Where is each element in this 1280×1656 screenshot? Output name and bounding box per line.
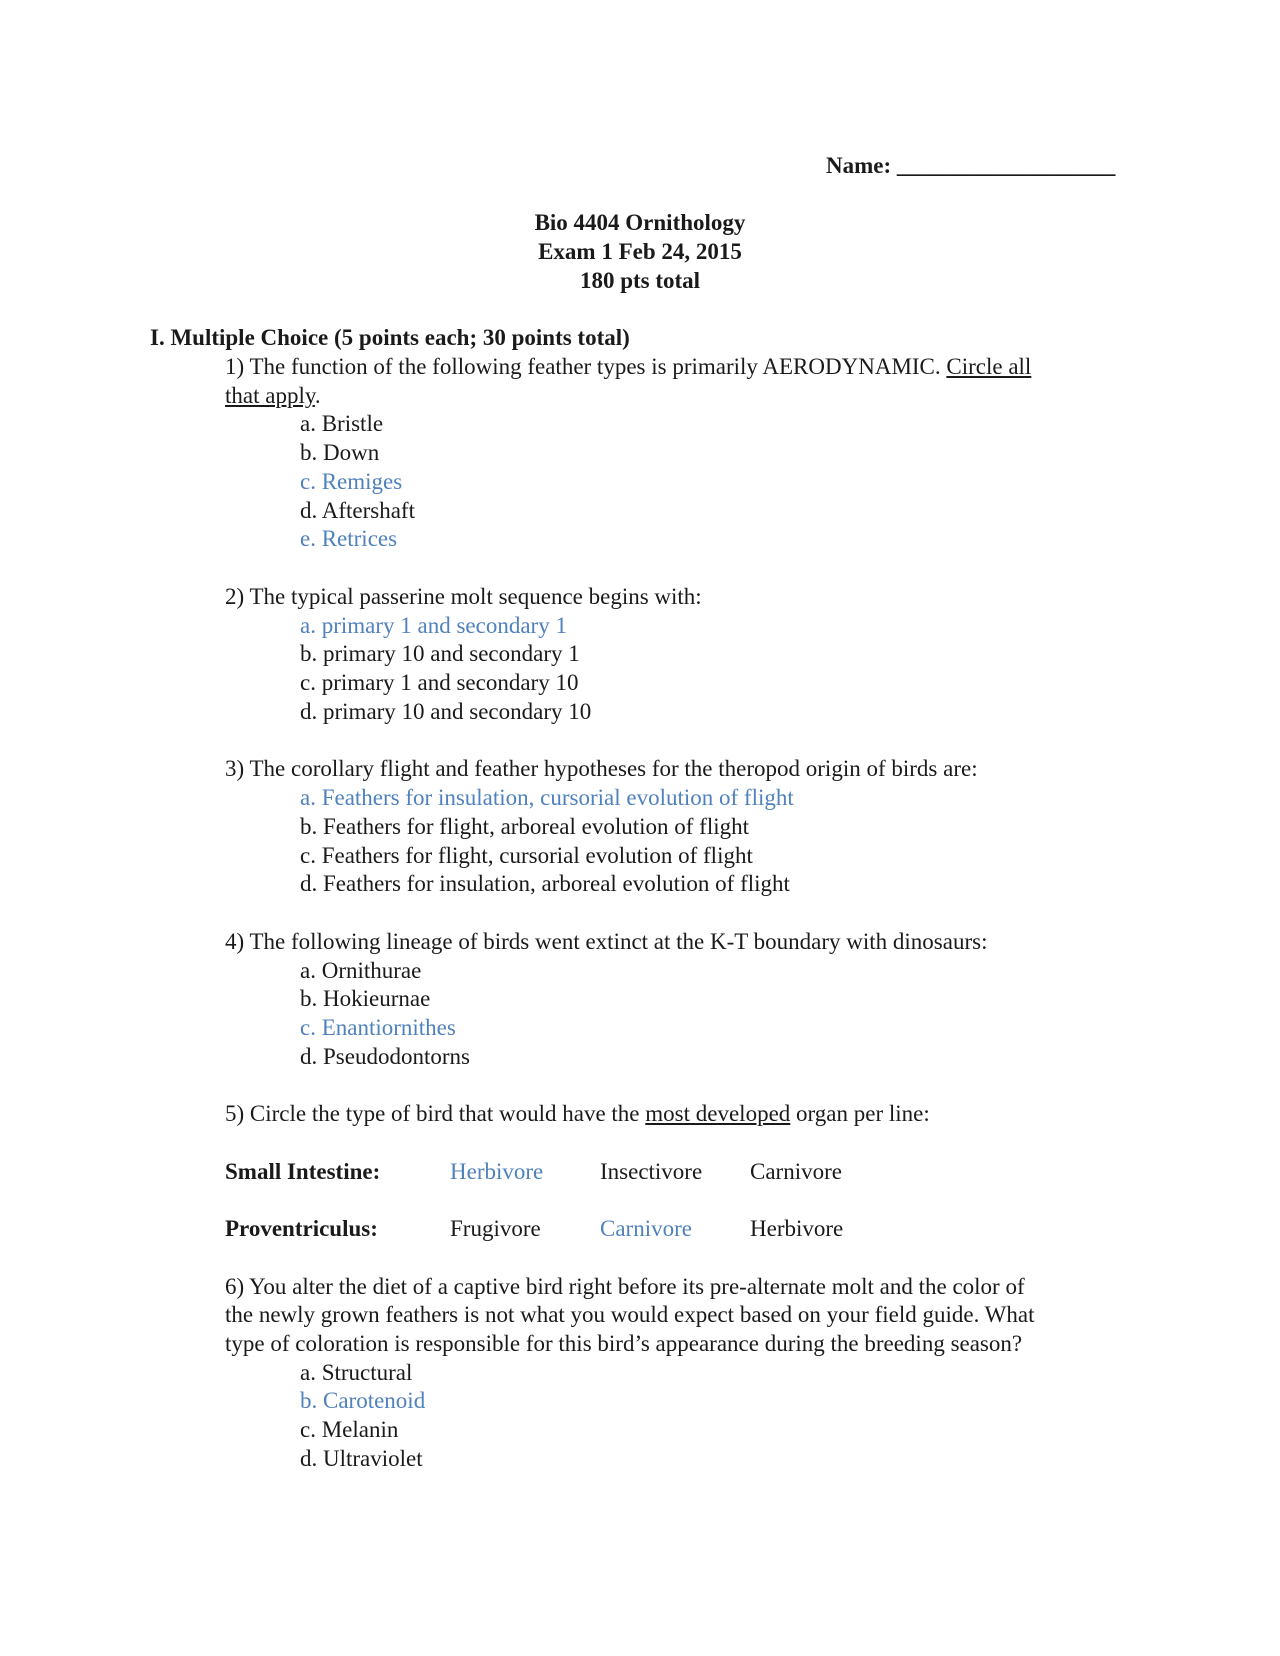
q5-row-1-label: Small Intestine: bbox=[225, 1159, 381, 1184]
q5-row-1-choice-3: Carnivore bbox=[750, 1159, 842, 1184]
q6-option-c: c. Melanin bbox=[300, 1417, 399, 1442]
q5-underline: most developed bbox=[645, 1101, 791, 1126]
q1-text: 1) The function of the following feather types is primarily AERODYNAMIC. bbox=[225, 354, 947, 379]
q3-option-a-answer: a. Feathers for insulation, cursorial evolution of flight bbox=[300, 785, 794, 810]
question-1-text-cont bbox=[225, 382, 321, 410]
q1-underline-1: Circle all bbox=[946, 354, 1032, 379]
q2-option-c: c. primary 1 and secondary 10 bbox=[300, 670, 579, 695]
q3-option-c: c. Feathers for flight, cursorial evolution of flight bbox=[300, 843, 753, 868]
exam-title: Exam 1 Feb 24, 2015 bbox=[538, 239, 742, 264]
q5-text-post: organ per line: bbox=[790, 1101, 930, 1126]
q6-option-b-answer: b. Carotenoid bbox=[300, 1388, 426, 1413]
q4-option-d: d. Pseudodontorns bbox=[300, 1044, 470, 1069]
q1-option-d: d. Aftershaft bbox=[300, 498, 415, 523]
name-label: Name: bbox=[826, 153, 892, 178]
q1-option-b: b. Down bbox=[300, 440, 380, 465]
q4-option-b: b. Hokieurnae bbox=[300, 986, 431, 1011]
q5-row-1-choice-2: Insectivore bbox=[600, 1159, 703, 1184]
question-3-text: 3) The corollary flight and feather hypotheses for the theropod origin of birds are: bbox=[225, 756, 978, 781]
q2-option-a-answer: a. primary 1 and secondary 1 bbox=[300, 613, 567, 638]
q4-option-c-answer: c. Enantiornithes bbox=[300, 1015, 456, 1040]
question-6-line-1: 6) You alter the diet of a captive bird right before its pre-alternate molt and the color of bbox=[225, 1274, 1025, 1299]
name-field bbox=[826, 152, 1115, 180]
q3-option-d: d. Feathers for insulation, arboreal evolution of flight bbox=[300, 871, 790, 896]
points-total: 180 pts total bbox=[579, 268, 701, 293]
q1-end: . bbox=[314, 383, 321, 408]
q1-option-c-answer: c. Remiges bbox=[300, 469, 403, 494]
q4-option-a: a. Ornithurae bbox=[300, 958, 422, 983]
q1-option-e-answer: e. Retrices bbox=[300, 526, 398, 551]
course-title: Bio 4404 Ornithology bbox=[534, 210, 746, 235]
question-5-text bbox=[225, 1100, 930, 1128]
q5-row-2-choice-2-answer: Carnivore bbox=[600, 1216, 692, 1241]
q5-row-1-choice-1-answer: Herbivore bbox=[450, 1159, 544, 1184]
question-2-text: 2) The typical passerine molt sequence begins with: bbox=[225, 584, 702, 609]
q2-option-b: b. primary 10 and secondary 1 bbox=[300, 641, 580, 666]
question-6-line-2: the newly grown feathers is not what you would expect based on your field guide. What bbox=[225, 1302, 1035, 1327]
q1-underline-2: that apply bbox=[225, 383, 315, 408]
q2-option-d: d. primary 10 and secondary 10 bbox=[300, 699, 592, 724]
q5-text-pre: 5) Circle the type of bird that would have the bbox=[225, 1101, 646, 1126]
question-4-text: 4) The following lineage of birds went extinct at the K-T boundary with dinosaurs: bbox=[225, 929, 988, 954]
section-title: I. Multiple Choice (5 points each; 30 points total) bbox=[150, 325, 630, 350]
q6-option-d: d. Ultraviolet bbox=[300, 1446, 423, 1471]
name-blank: ___________________ bbox=[896, 153, 1116, 178]
q6-option-a: a. Structural bbox=[300, 1360, 413, 1385]
q5-row-2-choice-3: Herbivore bbox=[750, 1216, 844, 1241]
q5-row-2-label: Proventriculus: bbox=[225, 1216, 378, 1241]
question-6-line-3: type of coloration is responsible for this bird’s appearance during the breeding season? bbox=[225, 1331, 1023, 1356]
q3-option-b: b. Feathers for flight, arboreal evolution of flight bbox=[300, 814, 750, 839]
q5-row-2-choice-1: Frugivore bbox=[450, 1216, 541, 1241]
question-1-text bbox=[225, 353, 1031, 381]
q1-option-a: a. Bristle bbox=[300, 411, 384, 436]
